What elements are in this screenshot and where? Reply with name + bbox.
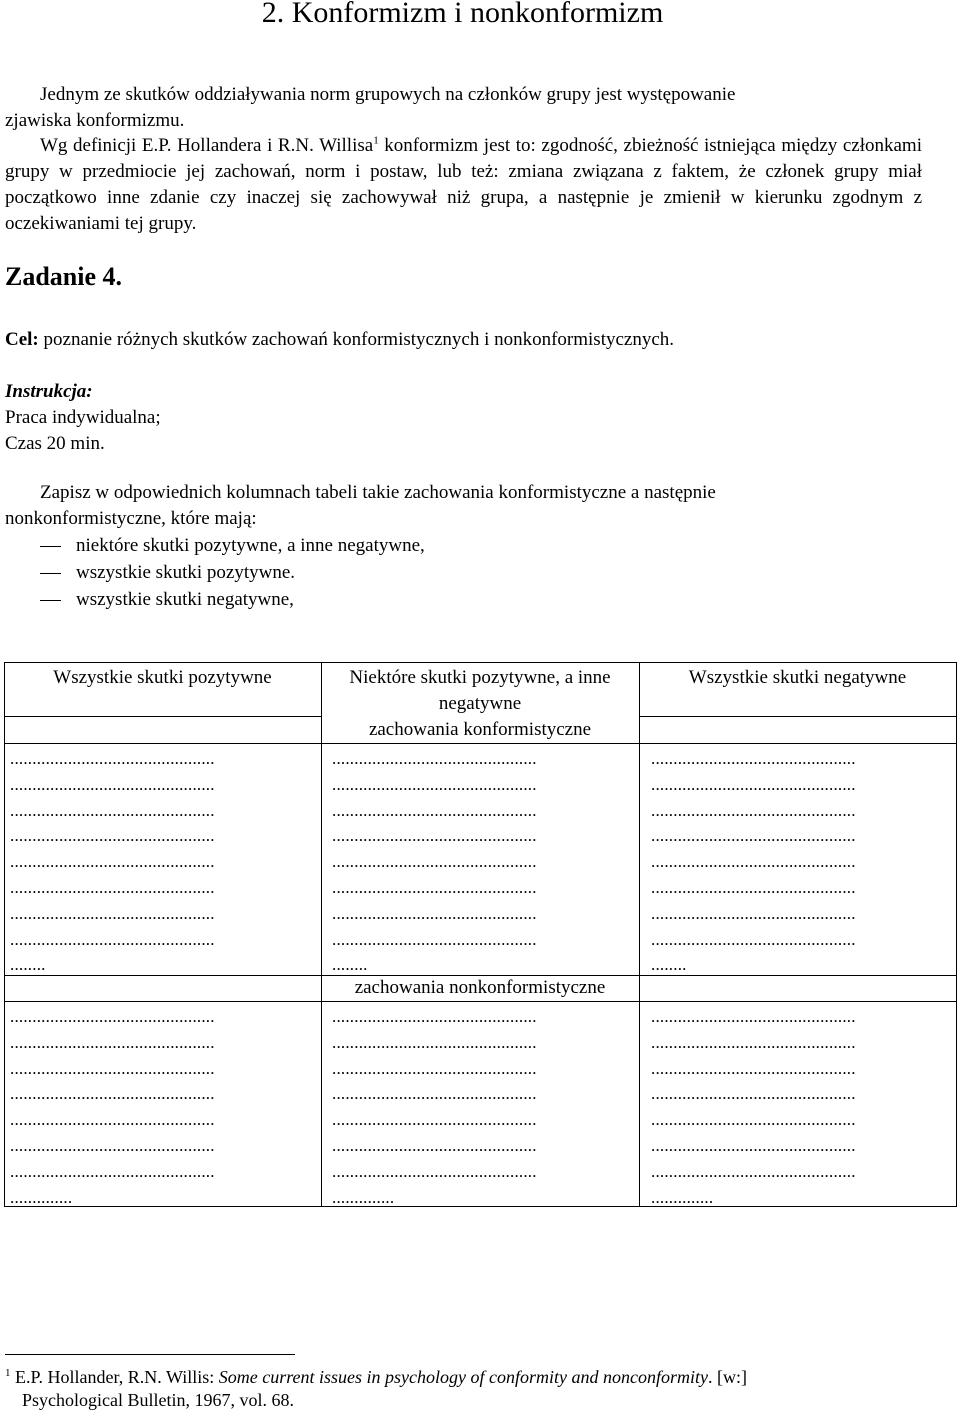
definition-start: Wg definicji E.P. Hollandera i R.N. Willisa (40, 135, 374, 156)
page-title: 2. Konformizm i nonkonformizm (261, 0, 664, 29)
answer-lines-positive-conformist[interactable]: .............................................. .............................................. .............................................. .............................................. .............................................. .............................................. .............................................. .............................................. ........ (10, 749, 215, 975)
task-heading: Zadanie 4. (5, 262, 123, 291)
answer-lines-mixed-nonconformist[interactable]: .............................................. .............................................. .............................................. .............................................. .............................................. .............................................. .............................................. .............. (332, 1007, 537, 1207)
answer-lines-negative-nonconformist[interactable]: .............................................. .............................................. .............................................. .............................................. .............................................. .............................................. .............................................. .............. (651, 1007, 856, 1207)
footnote-line-2: Psychological Bulletin, 1967, vol. 68. (22, 1390, 294, 1410)
footnote-number: 1 (5, 1367, 11, 1379)
intro-line-1: Jednym ze skutków oddziaływania norm grupowych na członków grupy jest występowanie (40, 84, 736, 105)
section-underline-conform (4, 743, 957, 744)
header-underline-1 (4, 716, 322, 717)
dash-icon (40, 600, 61, 601)
bullet-item: niektóre skutki pozytywne, a inne negatywne, (40, 533, 425, 559)
definition-rest: konformizm jest to: zgodność, zbieżność istniejąca między członkami grupy w przedmiocie jej zachowań, norm i postaw, lub też: zmiana związana z faktem, że członek grupy miał początkowo inne zdanie czy inaczej się zachowywał niż grupa, a następnie je zmienił w kierunku zgodnym z oczekiwaniami tej grupy. (5, 135, 922, 234)
task-description-line-1: Zapisz w odpowiednich kolumnach tabeli takie zachowania konformistyczne a następnie (40, 482, 716, 503)
answer-lines-negative-conformist[interactable]: .............................................. .............................................. .............................................. .............................................. .............................................. .............................................. .............................................. .............................................. ........ (651, 749, 856, 975)
instruction-line-1: Praca indywidualna; (5, 407, 161, 428)
task-goal (5, 327, 674, 353)
column-header-positive: Wszystkie skutki pozytywne (53, 667, 272, 688)
section-label-conformist: zachowania konformistyczne (368, 719, 592, 740)
dash-icon (40, 546, 61, 547)
goal-label: Cel: (5, 329, 39, 350)
bullet-item: wszystkie skutki negatywne, (40, 587, 294, 613)
footnote-work-title: Some current issues in psychology of conformity and nonconformity (218, 1367, 708, 1387)
header-underline-3 (639, 716, 957, 717)
footnote-separator (5, 1354, 295, 1355)
instruction-line-2: Czas 20 min. (5, 433, 105, 454)
footnote-reference[interactable]: 1 (373, 134, 379, 147)
task-description-line-2: nonkonformistyczne, które mają: (5, 508, 257, 529)
instruction-label: Instrukcja: (5, 381, 93, 402)
intro-line-2: zjawiska konformizmu. (5, 110, 185, 131)
footnote-line-1: $^1$ E.P. Hollander, R.N. Willis: Some current issues in psychology of conformity and nonconformity. [w:] (5, 1367, 747, 1387)
bullet-item: wszystkie skutki pozytywne. (40, 560, 295, 586)
section-underline-nonconform (4, 1001, 957, 1002)
column-header-negative: Wszystkie skutki negatywne (688, 667, 907, 688)
answer-lines-mixed-conformist[interactable]: .............................................. .............................................. .............................................. .............................................. .............................................. .............................................. .............................................. .............................................. ........ (332, 749, 537, 975)
column-header-mixed: Niektóre skutki pozytywne, a inne negatywne (349, 667, 611, 714)
section-label-nonconformist: zachowania nonkonformistyczne (354, 977, 606, 998)
goal-text: poznanie różnych skutków zachowań konformistycznych i nonkonformistycznych. (38, 329, 675, 350)
dash-icon (40, 573, 61, 574)
answer-lines-positive-nonconformist[interactable]: .............................................. .............................................. .............................................. .............................................. .............................................. .............................................. .............................................. .............. (10, 1007, 215, 1207)
definition-paragraph (5, 133, 922, 237)
table-border-top (4, 662, 957, 663)
